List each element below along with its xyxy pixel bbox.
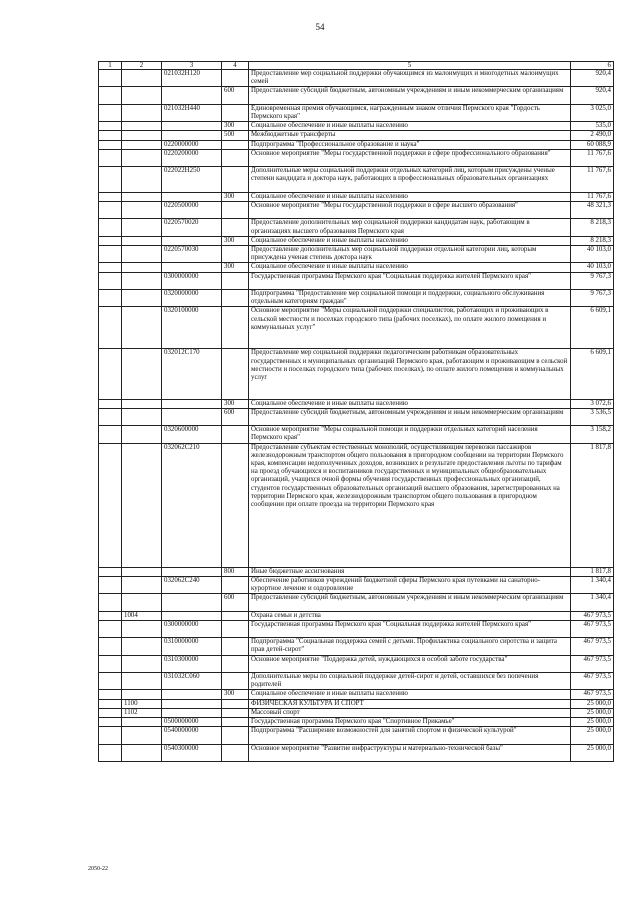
- table-cell-c3: 0300000000: [162, 620, 222, 637]
- header-cell: 6: [571, 62, 614, 70]
- table-cell-c6: 467 973,5: [571, 690, 614, 699]
- table-cell-c3: [162, 122, 222, 131]
- table-cell-c3: [162, 87, 222, 104]
- table-row: [99, 246, 614, 263]
- table-cell-c1: [99, 104, 122, 121]
- table-cell-c1: [99, 263, 122, 272]
- table-cell-c4: 500: [222, 131, 249, 140]
- table-cell-c4: [222, 290, 249, 307]
- table-cell-c6: 40 103,0: [571, 263, 614, 272]
- table-cell-c1: [99, 567, 122, 576]
- table-cell-c2: [122, 408, 162, 425]
- table-cell-c5: Обеспечение работников учреждений бюджетной сферы Пермского края путевками на санаторно-курортное лечение и оздоровление: [249, 576, 571, 593]
- table-cell-c2: [122, 349, 162, 399]
- table-cell-c2: [122, 70, 162, 87]
- document-code: 2050-22: [88, 866, 108, 872]
- table-cell-c3: [162, 236, 222, 245]
- table-row: [99, 104, 614, 121]
- table-cell-c1: [99, 122, 122, 131]
- table-cell-c3: [162, 690, 222, 699]
- table-cell-c4: [222, 708, 249, 717]
- table-cell-c2: [122, 104, 162, 121]
- table-cell-c3: [162, 699, 222, 708]
- table-cell-c2: [122, 246, 162, 263]
- table-row: [99, 744, 614, 761]
- table-cell-c5: Социальное обеспечение и иные выплаты населению: [249, 399, 571, 408]
- table-cell-c5: Предоставление субъектам естественных монополий, осуществляющим перевозки пассажиров железнодорожным транспортом общего пользования в пригородном сообщении на территории Пермского края, компенсации недополученных доходов, возникших в результате предоставления льготы по тарифам на проезд обучающихся и воспитанников государственных и муниципальных общеобразовательных организаций, учащихся очной формы обучения государственных профессиональных организаций, студентов государственных образовательных организаций высшего образования, зарегистрированных на территории Пермского края, железнодорожным транспортом общего пользования в пригородном сообщении при оплате проезда на территории Пермского края: [249, 443, 571, 567]
- table-cell-c6: 1 817,8: [571, 443, 614, 567]
- table-cell-c4: [222, 576, 249, 593]
- table-cell-c3: 021032Н440: [162, 104, 222, 121]
- table-row: [99, 192, 614, 201]
- table-cell-c5: Подпрограмма "Предоставление мер социальной помощи и поддержки, социального обслуживания отдельным категориям граждан": [249, 290, 571, 307]
- table-cell-c1: [99, 272, 122, 289]
- table-cell-c3: [162, 708, 222, 717]
- table-cell-c2: [122, 167, 162, 193]
- table-cell-c4: [222, 140, 249, 149]
- table-cell-c5: Подпрограмма "Социальная поддержка семей с детьми. Профилактика социального сиротства и защита прав детей-сирот": [249, 638, 571, 655]
- table-cell-c1: [99, 699, 122, 708]
- table-cell-c3: [162, 192, 222, 201]
- table-cell-c6: 1 817,8: [571, 567, 614, 576]
- table-cell-c2: [122, 744, 162, 761]
- table-row: [99, 655, 614, 672]
- table-row: [99, 290, 614, 307]
- table-cell-c6: 1 340,4: [571, 576, 614, 593]
- table-cell-c1: [99, 727, 122, 744]
- table-cell-c6: 467 973,5: [571, 672, 614, 689]
- table-cell-c4: 800: [222, 567, 249, 576]
- table-cell-c2: 1100: [122, 699, 162, 708]
- table-cell-c3: 0220500000: [162, 202, 222, 219]
- table-cell-c5: ФИЗИЧЕСКАЯ КУЛЬТУРА И СПОРТ: [249, 699, 571, 708]
- table-cell-c3: 0540300000: [162, 744, 222, 761]
- table-cell-c5: Межбюджетные трансферты: [249, 131, 571, 140]
- table-cell-c3: 032062С210: [162, 443, 222, 567]
- table-cell-c4: 600: [222, 87, 249, 104]
- table-cell-c1: [99, 202, 122, 219]
- table-cell-c1: [99, 744, 122, 761]
- table-cell-c4: [222, 70, 249, 87]
- table-row: [99, 408, 614, 425]
- table-cell-c3: 0320100000: [162, 307, 222, 349]
- table-cell-c6: 8 218,3: [571, 219, 614, 236]
- table-cell-c6: 8 218,3: [571, 236, 614, 245]
- table-cell-c4: 300: [222, 236, 249, 245]
- table-cell-c6: 11 767,6: [571, 167, 614, 193]
- table-cell-c5: Подпрограмма "Расширение возможностей для занятий спортом и физической культурой": [249, 727, 571, 744]
- table-cell-c3: 032012С170: [162, 349, 222, 399]
- table-cell-c1: [99, 655, 122, 672]
- table-cell-c2: [122, 620, 162, 637]
- table-cell-c2: [122, 272, 162, 289]
- table-cell-c1: [99, 149, 122, 166]
- table-cell-c6: 60 088,9: [571, 140, 614, 149]
- table-row: [99, 443, 614, 567]
- table-cell-c5: Предоставление субсидий бюджетным, автономным учреждениям и иным некоммерческим организациям: [249, 594, 571, 611]
- table-row: [99, 70, 614, 87]
- table-cell-c3: 0220000000: [162, 140, 222, 149]
- table-cell-c4: 300: [222, 122, 249, 131]
- table-cell-c4: 600: [222, 408, 249, 425]
- table-row: [99, 236, 614, 245]
- table-cell-c2: [122, 263, 162, 272]
- table-row: [99, 611, 614, 620]
- table-cell-c6: 25 000,0: [571, 708, 614, 717]
- table-cell-c1: [99, 620, 122, 637]
- table-cell-c5: Основное мероприятие "Меры государственной поддержки в сфере высшего образования": [249, 202, 571, 219]
- table-cell-c6: 3 072,6: [571, 399, 614, 408]
- table-row: [99, 167, 614, 193]
- table-cell-c1: [99, 718, 122, 727]
- table-cell-c4: [222, 104, 249, 121]
- table-row: [99, 219, 614, 236]
- table-cell-c6: 11 767,6: [571, 192, 614, 201]
- table-cell-c1: [99, 638, 122, 655]
- table-cell-c6: 6 609,1: [571, 307, 614, 349]
- table-cell-c6: 467 973,5: [571, 655, 614, 672]
- table-cell-c1: [99, 672, 122, 689]
- table-cell-c1: [99, 246, 122, 263]
- budget-table: [98, 61, 614, 762]
- table-row: [99, 426, 614, 443]
- table-cell-c1: [99, 443, 122, 567]
- table-cell-c4: [222, 307, 249, 349]
- table-cell-c2: [122, 307, 162, 349]
- table-cell-c2: [122, 219, 162, 236]
- table-cell-c1: [99, 70, 122, 87]
- table-cell-c5: Социальное обеспечение и иные выплаты населению: [249, 690, 571, 699]
- table-cell-c4: [222, 744, 249, 761]
- table-cell-c5: Предоставление дополнительных мер социальной поддержки отдельной категории лиц, которым присуждена ученая степень доктора наук: [249, 246, 571, 263]
- table-cell-c6: 467 973,5: [571, 620, 614, 637]
- table-cell-c3: [162, 567, 222, 576]
- table-cell-c5: Предоставление мер социальной поддержки обучающимся из малоимущих и многодетных малоимущих семей: [249, 70, 571, 87]
- table-cell-c6: 3 025,0: [571, 104, 614, 121]
- table-row: [99, 672, 614, 689]
- table-cell-c3: 0540000000: [162, 727, 222, 744]
- table-cell-c2: [122, 399, 162, 408]
- table-cell-c2: [122, 202, 162, 219]
- table-cell-c6: 25 000,0: [571, 718, 614, 727]
- table-cell-c5: Основное мероприятие "Меры социальной помощи и поддержки отдельных категорий населения Пермского края": [249, 426, 571, 443]
- table-cell-c6: 25 000,0: [571, 744, 614, 761]
- table-cell-c2: 1102: [122, 708, 162, 717]
- table-cell-c5: Социальное обеспечение и иные выплаты населению: [249, 236, 571, 245]
- table-row: [99, 708, 614, 717]
- table-row: [99, 594, 614, 611]
- table-row: [99, 576, 614, 593]
- table-cell-c3: 031032С060: [162, 672, 222, 689]
- table-row: [99, 263, 614, 272]
- table-row: [99, 567, 614, 576]
- table-cell-c5: Основное мероприятие "Поддержка детей, нуждающихся в особой заботе государства": [249, 655, 571, 672]
- table-cell-c6: 467 973,5: [571, 611, 614, 620]
- table-cell-c1: [99, 594, 122, 611]
- table-cell-c3: 021032Н120: [162, 70, 222, 87]
- table-cell-c6: 2 490,0: [571, 131, 614, 140]
- table-cell-c5: Массовый спорт: [249, 708, 571, 717]
- table-cell-c1: [99, 399, 122, 408]
- table-cell-c1: [99, 219, 122, 236]
- header-cell: 2: [122, 62, 162, 70]
- table-cell-c3: 032062С240: [162, 576, 222, 593]
- table-cell-c3: [162, 131, 222, 140]
- table-cell-c1: [99, 307, 122, 349]
- table-row: [99, 307, 614, 349]
- table-cell-c1: [99, 140, 122, 149]
- table-cell-c5: Подпрограмма "Профессиональное образование и наука": [249, 140, 571, 149]
- table-cell-c4: [222, 219, 249, 236]
- table-cell-c6: 3 158,2: [571, 426, 614, 443]
- table-row: [99, 349, 614, 399]
- table-row: [99, 620, 614, 637]
- table-cell-c5: Единовременная премия обучающимся, награжденным знаком отличия Пермского края "Гордость Пермского края": [249, 104, 571, 121]
- table-cell-c6: 11 767,6: [571, 149, 614, 166]
- table-cell-c6: 920,4: [571, 70, 614, 87]
- table-row: [99, 202, 614, 219]
- table-cell-c4: [222, 149, 249, 166]
- table-cell-c2: [122, 638, 162, 655]
- table-cell-c3: [162, 611, 222, 620]
- table-cell-c6: 48 321,3: [571, 202, 614, 219]
- table-cell-c2: [122, 655, 162, 672]
- table-cell-c1: [99, 290, 122, 307]
- table-cell-c2: [122, 426, 162, 443]
- table-cell-c3: 0300000000: [162, 272, 222, 289]
- table-row: [99, 727, 614, 744]
- table-cell-c6: 25 000,0: [571, 727, 614, 744]
- table-cell-c3: 0320600000: [162, 426, 222, 443]
- table-row: [99, 638, 614, 655]
- table-cell-c3: 0320000000: [162, 290, 222, 307]
- table-cell-c4: [222, 638, 249, 655]
- table-cell-c4: 300: [222, 263, 249, 272]
- header-cell: 3: [162, 62, 222, 70]
- table-cell-c5: Государственная программа Пермского края "Спортивное Прикамье": [249, 718, 571, 727]
- table-cell-c1: [99, 236, 122, 245]
- table-cell-c4: [222, 699, 249, 708]
- table-cell-c6: 1 340,4: [571, 594, 614, 611]
- table-cell-c4: [222, 672, 249, 689]
- table-row: [99, 690, 614, 699]
- table-row: [99, 131, 614, 140]
- table-cell-c4: 300: [222, 399, 249, 408]
- table-cell-c1: [99, 131, 122, 140]
- table-cell-c1: [99, 167, 122, 193]
- table-cell-c5: Предоставление дополнительных мер социальной поддержки кандидатам наук, работающим в организациях высшего образования Пермского края: [249, 219, 571, 236]
- table-row: [99, 140, 614, 149]
- table-cell-c1: [99, 87, 122, 104]
- table-cell-c5: Дополнительные меры по социальной поддержке детей-сирот и детей, оставшихся без попечения родителей: [249, 672, 571, 689]
- table-row: [99, 87, 614, 104]
- table-cell-c6: 40 103,0: [571, 246, 614, 263]
- table-row: [99, 399, 614, 408]
- table-cell-c4: [222, 167, 249, 193]
- table-cell-c5: Основное мероприятие "Развитие инфраструктуры и материально-технической базы": [249, 744, 571, 761]
- table-cell-c3: 0310000000: [162, 638, 222, 655]
- table-cell-c2: [122, 87, 162, 104]
- table-cell-c1: [99, 708, 122, 717]
- table-cell-c4: [222, 655, 249, 672]
- table-cell-c2: [122, 149, 162, 166]
- table-row: [99, 272, 614, 289]
- table-cell-c2: [122, 576, 162, 593]
- table-cell-c2: [122, 131, 162, 140]
- table-cell-c5: Основное мероприятие "Меры государственной поддержки в сфере профессионального образования": [249, 149, 571, 166]
- table-cell-c6: 9 767,3: [571, 272, 614, 289]
- table-header-row: [99, 62, 614, 70]
- table-cell-c5: Социальное обеспечение и иные выплаты населению: [249, 122, 571, 131]
- table-cell-c4: 300: [222, 192, 249, 201]
- table-cell-c4: [222, 426, 249, 443]
- table-cell-c4: [222, 727, 249, 744]
- table-cell-c3: [162, 263, 222, 272]
- table-row: [99, 699, 614, 708]
- table-cell-c4: 300: [222, 690, 249, 699]
- table-cell-c6: 9 767,3: [571, 290, 614, 307]
- table-cell-c3: 0220200000: [162, 149, 222, 166]
- table-cell-c5: Государственная программа Пермского края "Социальная поддержка жителей Пермского края": [249, 272, 571, 289]
- table-cell-c5: Предоставление мер социальной поддержки педагогическим работникам образовательных государственных и муниципальных организаций Пермского края, работающим и проживающим в сельской местности и поселках городского типа (рабочих поселках), по оплате жилого помещения и коммунальных услуг: [249, 349, 571, 399]
- table-cell-c6: 25 000,0: [571, 699, 614, 708]
- table-row: [99, 718, 614, 727]
- header-cell: 5: [249, 62, 571, 70]
- table-cell-c1: [99, 576, 122, 593]
- table-cell-c2: [122, 443, 162, 567]
- table-cell-c2: [122, 140, 162, 149]
- table-cell-c4: [222, 611, 249, 620]
- table-cell-c1: [99, 426, 122, 443]
- table-cell-c4: [222, 246, 249, 263]
- table-cell-c3: [162, 594, 222, 611]
- header-cell: 4: [222, 62, 249, 70]
- table-cell-c5: Дополнительные меры социальной поддержки отдельных категорий лиц, которым присуждены ученые степени кандидата и доктора наук, работающих в профессиональных образовательных организациях: [249, 167, 571, 193]
- table-cell-c2: [122, 727, 162, 744]
- table-row: [99, 149, 614, 166]
- table-cell-c1: [99, 408, 122, 425]
- table-row: [99, 122, 614, 131]
- table-cell-c2: 1004: [122, 611, 162, 620]
- table-cell-c2: [122, 672, 162, 689]
- table-cell-c3: [162, 408, 222, 425]
- table-cell-c4: [222, 620, 249, 637]
- table-cell-c2: [122, 236, 162, 245]
- table-cell-c5: Охрана семьи и детства: [249, 611, 571, 620]
- table-cell-c4: 600: [222, 594, 249, 611]
- table-cell-c6: 535,0: [571, 122, 614, 131]
- table-cell-c2: [122, 567, 162, 576]
- table-cell-c5: Предоставление субсидий бюджетным, автономным учреждениям и иным некоммерческим организациям: [249, 408, 571, 425]
- table-cell-c3: [162, 399, 222, 408]
- table-cell-c1: [99, 690, 122, 699]
- table-cell-c4: [222, 349, 249, 399]
- table-cell-c6: 6 609,1: [571, 349, 614, 399]
- table-cell-c6: 3 536,5: [571, 408, 614, 425]
- table-cell-c2: [122, 122, 162, 131]
- table-cell-c5: Предоставление субсидий бюджетным, автономным учреждениям и иным некоммерческим организациям: [249, 87, 571, 104]
- table-cell-c5: Государственная программа Пермского края "Социальная поддержка жителей Пермского края": [249, 620, 571, 637]
- table-cell-c5: Социальное обеспечение и иные выплаты населению: [249, 263, 571, 272]
- table-cell-c2: [122, 690, 162, 699]
- table-cell-c5: Социальное обеспечение и иные выплаты населению: [249, 192, 571, 201]
- table-cell-c3: 0220570020: [162, 219, 222, 236]
- table-cell-c4: [222, 443, 249, 567]
- table-cell-c5: Иные бюджетные ассигнования: [249, 567, 571, 576]
- header-cell: 1: [99, 62, 122, 70]
- table-cell-c3: 0500000000: [162, 718, 222, 727]
- table-cell-c3: 022022Н250: [162, 167, 222, 193]
- table-cell-c3: 0220570030: [162, 246, 222, 263]
- table-cell-c3: 0310300000: [162, 655, 222, 672]
- table-cell-c1: [99, 192, 122, 201]
- table-cell-c4: [222, 272, 249, 289]
- table-cell-c6: 467 973,5: [571, 638, 614, 655]
- table-cell-c4: [222, 718, 249, 727]
- table-cell-c2: [122, 290, 162, 307]
- table-cell-c2: [122, 718, 162, 727]
- table-cell-c1: [99, 611, 122, 620]
- table-cell-c2: [122, 192, 162, 201]
- page-number: 54: [315, 22, 325, 32]
- table-cell-c1: [99, 349, 122, 399]
- table-cell-c5: Основное мероприятие "Меры социальной поддержки специалистов, работающих и проживающих в сельской местности и поселках городского типа (рабочих поселках), по оплате жилого помещения и коммунальных услуг": [249, 307, 571, 349]
- table-cell-c2: [122, 594, 162, 611]
- table-cell-c4: [222, 202, 249, 219]
- table-cell-c6: 920,4: [571, 87, 614, 104]
